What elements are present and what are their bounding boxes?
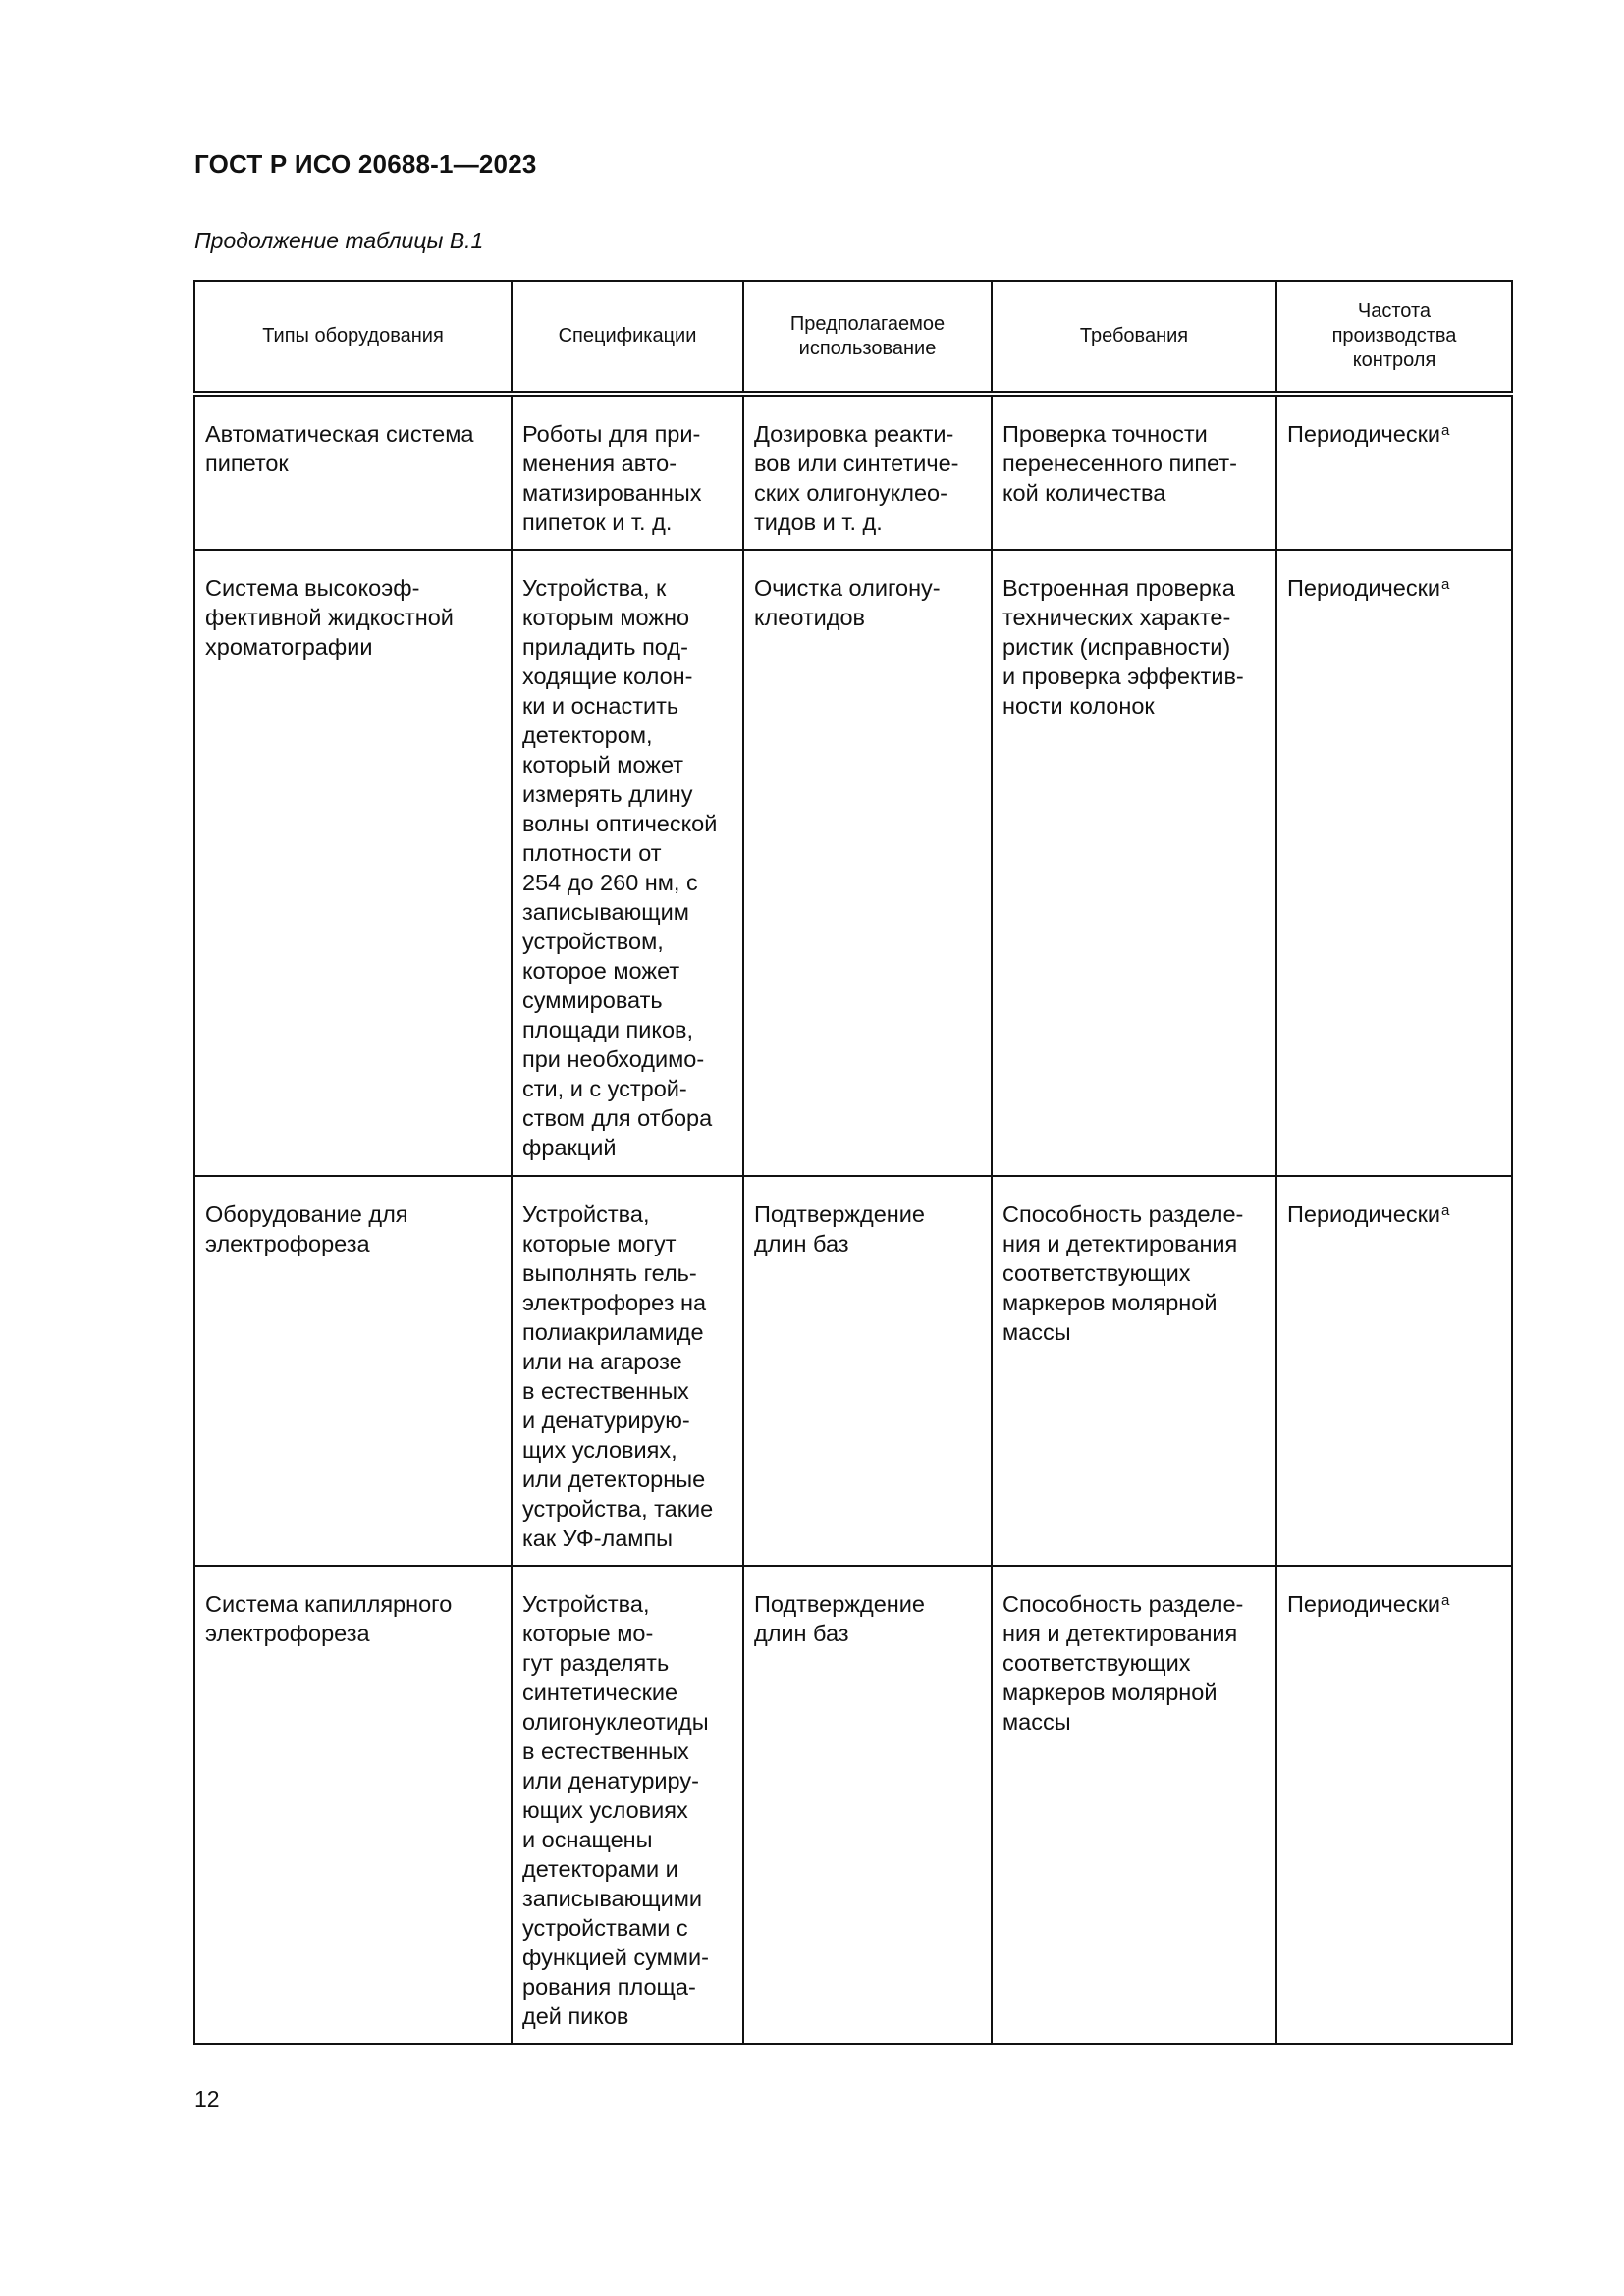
table-caption: Продолжение таблицы B.1 xyxy=(194,228,484,253)
cell-specifications: Устройства, которые могут выполнять гель- электрофорез на полиакриламиде или на агарозе в естественных и денатурирую- щих условиях, или детекторные устройства, такие как УФ-лампы xyxy=(512,1176,743,1566)
frequency-value: Периодически xyxy=(1287,1591,1441,1617)
col-header-specifications: Спецификации xyxy=(512,281,743,394)
footnote-marker: a xyxy=(1441,1202,1450,1219)
cell-requirements: Проверка точности перенесенного пипет- кой количества xyxy=(992,394,1276,550)
cell-control-frequency xyxy=(1276,1566,1512,2044)
cell-intended-use: Подтверждение длин баз xyxy=(743,1176,992,1566)
cell-specifications: Роботы для при- менения авто- матизированных пипеток и т. д. xyxy=(512,394,743,550)
frequency-value: Периодически xyxy=(1287,1201,1441,1227)
col-header-requirements: Требования xyxy=(992,281,1276,394)
frequency-value: Периодически xyxy=(1287,575,1441,601)
col-header-intended-use: Предполагаемое использование xyxy=(743,281,992,394)
cell-control-frequency xyxy=(1276,550,1512,1176)
table-row xyxy=(194,550,1512,1176)
document-header: ГОСТ Р ИСО 20688-1—2023 xyxy=(194,149,537,179)
cell-equipment-type: Система высокоэф- фективной жидкостной хроматографии xyxy=(194,550,512,1176)
equipment-table xyxy=(193,280,1513,2045)
footnote-marker: a xyxy=(1441,576,1450,593)
col-header-control-frequency: Частота производства контроля xyxy=(1276,281,1512,394)
table-row xyxy=(194,1176,1512,1566)
table-row xyxy=(194,394,1512,550)
cell-equipment-type: Система капиллярного электрофореза xyxy=(194,1566,512,2044)
cell-requirements: Способность разделе- ния и детектирования соответствующих маркеров молярной массы xyxy=(992,1566,1276,2044)
cell-equipment-type: Оборудование для электрофореза xyxy=(194,1176,512,1566)
cell-control-frequency xyxy=(1276,394,1512,550)
footnote-marker: a xyxy=(1441,1592,1450,1609)
page-number: 12 xyxy=(194,2086,220,2111)
cell-intended-use: Дозировка реакти- вов или синтетиче- ских олигонуклео- тидов и т. д. xyxy=(743,394,992,550)
col-header-equipment-type: Типы оборудования xyxy=(194,281,512,394)
cell-control-frequency xyxy=(1276,1176,1512,1566)
footnote-marker: a xyxy=(1441,422,1450,439)
cell-specifications: Устройства, к которым можно приладить под- ходящие колон- ки и оснастить детектором, который может измерять длину волны оптической плотности от 254 до 260 нм, с записывающим устройством, которое может суммировать площади пиков, при необходимо- сти, и с устрой- ством для отбора фракций xyxy=(512,550,743,1176)
cell-intended-use: Подтверждение длин баз xyxy=(743,1566,992,2044)
cell-equipment-type: Автоматическая система пипеток xyxy=(194,394,512,550)
frequency-value: Периодически xyxy=(1287,421,1441,447)
cell-intended-use: Очистка олигону- клеотидов xyxy=(743,550,992,1176)
cell-requirements: Встроенная проверка технических характе- ристик (исправности) и проверка эффектив- ности колонок xyxy=(992,550,1276,1176)
table-header-row xyxy=(194,281,1512,394)
cell-specifications: Устройства, которые мо- гут разделять синтетические олигонуклеотиды в естественных или денатуриру- ющих условиях и оснащены детекторами и записывающими устройствами с функцией сумми- рования площа- дей пиков xyxy=(512,1566,743,2044)
cell-requirements: Способность разделе- ния и детектирования соответствующих маркеров молярной массы xyxy=(992,1176,1276,1566)
table-row xyxy=(194,1566,1512,2044)
